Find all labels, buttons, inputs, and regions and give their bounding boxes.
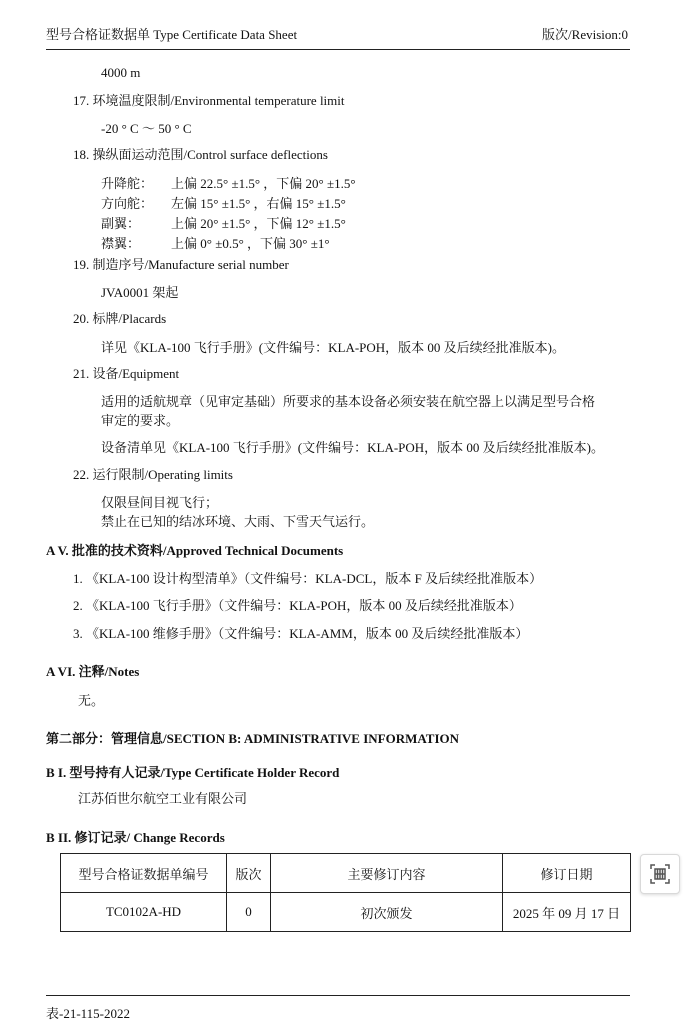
column-header: 修订日期 (503, 854, 631, 893)
approved-doc-item: 2. 《KLA-100 飞行手册》（文件编号：KLA-POH，版本 00 及后续经批准版本） (73, 598, 522, 613)
section-av-heading: A V. 批准的技术资料/Approved Technical Documents (46, 543, 344, 558)
table-cell: 0 (227, 893, 271, 932)
item-20-value: 详见《KLA-100 飞行手册》(文件编号：KLA-POH，版本 00 及后续经批准版本)。 (101, 340, 566, 355)
header-title: 型号合格证数据单 Type Certificate Data Sheet (46, 27, 298, 42)
item-21-para1-line1: 适用的适航规章（见审定基础）所要求的基本设备必须安装在航空器上以满足型号合格 (101, 394, 596, 409)
table-cell: 初次颁发 (271, 893, 503, 932)
section-b-heading: 第二部分：管理信息/SECTION B: ADMINISTRATIVE INFORMATION (46, 731, 460, 746)
item-18-heading: 18. 操纵面运动范围/Control surface deflections (73, 147, 328, 162)
table-cell: 2025 年 09 月 17 日 (503, 893, 631, 932)
approved-doc-item: 3. 《KLA-100 维修手册》（文件编号：KLA-AMM，版本 00 及后续经批准版本） (73, 626, 529, 641)
deflection-value: 上偏 20° ±1.5° ，下偏 12° ±1.5° (171, 215, 346, 231)
footer-code: 表-21-115-2022 (46, 1006, 131, 1021)
item-19-heading: 19. 制造序号/Manufacture serial number (73, 257, 289, 272)
column-header: 主要修订内容 (271, 854, 503, 893)
change-records-table (60, 853, 631, 932)
deflection-label: 襟翼： (101, 235, 141, 251)
deflection-label: 升降舵： (101, 175, 154, 191)
column-header: 型号合格证数据单编号 (61, 854, 227, 893)
qr-scan-icon (649, 863, 671, 885)
table-cell: TC0102A-HD (61, 893, 227, 932)
deflection-label: 方向舵： (101, 195, 154, 211)
deflection-value: 上偏 0° ±0.5° ，下偏 30° ±1° (171, 235, 330, 251)
item-17-value: -20 ° C ～ 50 ° C (101, 121, 192, 136)
deflection-value: 左偏 15° ±1.5° ，右偏 15° ±1.5° (171, 195, 346, 211)
approved-doc-item: 1. 《KLA-100 设计构型清单》（文件编号：KLA-DCL，版本 F 及后续经批准版本） (73, 571, 543, 586)
item-21-para1-line2: 审定的要求。 (101, 413, 180, 428)
footer-divider (46, 995, 630, 996)
section-bi-heading: B I. 型号持有人记录/Type Certificate Holder Record (46, 765, 340, 780)
column-header: 版次 (227, 854, 271, 893)
item-17-heading: 17. 环境温度限制/Environmental temperature limit (73, 93, 345, 108)
qr-scan-button[interactable] (640, 854, 680, 894)
item-21-para2: 设备清单见《KLA-100 飞行手册》(文件编号：KLA-POH，版本 00 及后续经批准版本)。 (101, 440, 605, 455)
section-avi-heading: A VI. 注释/Notes (46, 664, 140, 679)
header-revision: 版次/Revision:0 (542, 27, 628, 42)
altitude-value: 4000 m (101, 65, 141, 80)
item-22-line1: 仅限昼间目视飞行； (101, 495, 219, 510)
section-bii-heading: B II. 修订记录/ Change Records (46, 830, 225, 845)
item-20-heading: 20. 标牌/Placards (73, 311, 167, 326)
item-22-heading: 22. 运行限制/Operating limits (73, 467, 233, 482)
table-header-row (61, 854, 631, 893)
header-divider (46, 49, 630, 50)
deflection-label: 副翼： (101, 215, 141, 231)
notes-text: 无。 (78, 693, 105, 708)
deflection-row (101, 172, 356, 252)
item-19-value: JVA0001 架起 (101, 285, 179, 300)
item-21-heading: 21. 设备/Equipment (73, 366, 180, 381)
table-row (61, 893, 631, 932)
holder-name: 江苏佰世尔航空工业有限公司 (78, 791, 248, 806)
deflection-value: 上偏 22.5° ±1.5° ，下偏 20° ±1.5° (171, 175, 356, 191)
item-22-line2: 禁止在已知的结冰环境、大雨、下雪天气运行。 (101, 514, 375, 529)
